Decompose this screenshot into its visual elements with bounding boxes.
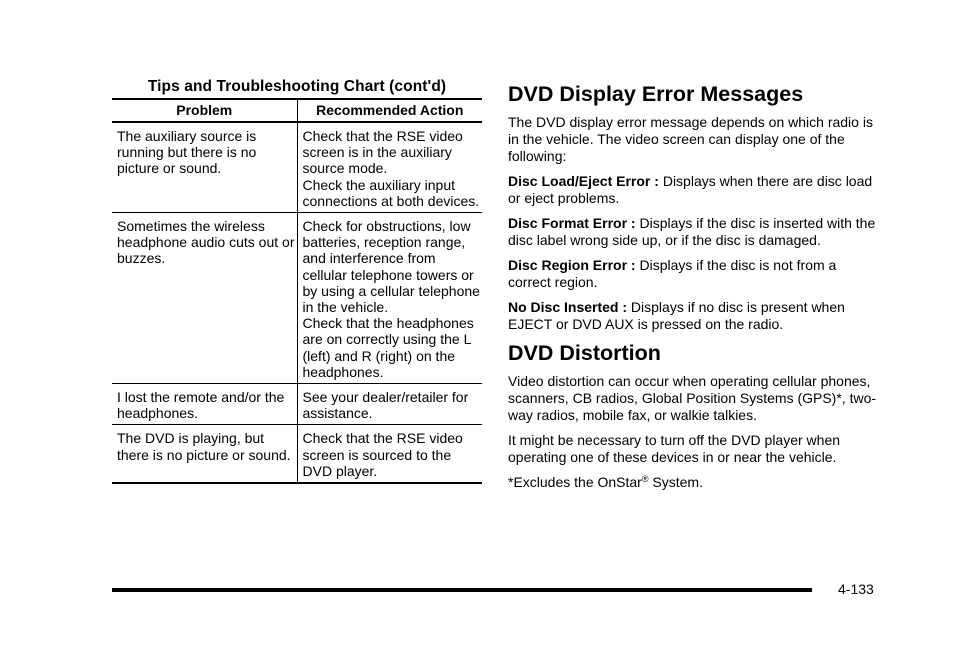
table-row xyxy=(112,122,482,213)
action-cell xyxy=(297,122,482,213)
registered-mark: ® xyxy=(641,474,649,484)
error-term: Disc Region Error : xyxy=(508,257,636,273)
section-heading-dvd-distortion: DVD Distortion xyxy=(508,341,661,365)
action-text: Check that the RSE video screen is in the auxiliary source mode. xyxy=(302,128,463,177)
intro-paragraph: The DVD display error message depends on which radio is in the vehicle. The video screen can display one of the following: xyxy=(508,114,873,164)
error-term: No Disc Inserted : xyxy=(508,299,628,315)
problem-text: The DVD is playing, but there is no picture or sound. xyxy=(117,430,291,463)
error-description: Displays if the disc is not from a correct region. xyxy=(508,257,837,290)
column-header-problem: Problem xyxy=(112,99,297,122)
distortion-paragraph: Video distortion can occur when operating cellular phones, scanners, CB radios, Global Position Systems (GPS)*, two-way radios, mobile fax, or walkie talkies. xyxy=(508,373,877,423)
action-text: Check that the headphones are on correctly using the L (left) and R (right) on the headphones. xyxy=(302,315,474,380)
error-item-no-disc-inserted xyxy=(508,299,878,333)
page-number: 4-133 xyxy=(838,581,874,597)
problem-cell xyxy=(112,425,297,483)
error-description: Displays if no disc is present when EJECT or DVD AUX is pressed on the radio. xyxy=(508,299,845,332)
distortion-paragraph: It might be necessary to turn off the DVD player when operating one of these devices in or near the vehicle. xyxy=(508,432,841,465)
problem-cell xyxy=(112,122,297,213)
error-item-disc-load-eject xyxy=(508,173,878,207)
action-text: Check for obstructions, low batteries, reception range, and interference from cellular telephone towers or by using a cellular telephone in the vehicle. xyxy=(302,218,480,316)
troubleshooting-chart xyxy=(112,78,482,484)
footnote-text: *Excludes the OnStar xyxy=(508,474,642,490)
troubleshooting-table xyxy=(112,98,482,484)
error-description: Displays if the disc is inserted with the disc label wrong side up, or if the disc is damaged. xyxy=(508,215,876,248)
problem-cell xyxy=(112,213,297,384)
error-item-disc-region xyxy=(508,257,878,291)
problem-text: The auxiliary source is running but there is no picture or sound. xyxy=(117,128,257,177)
table-title: Tips and Troubleshooting Chart (cont'd) xyxy=(147,78,447,95)
section-heading-dvd-display-error-messages: DVD Display Error Messages xyxy=(508,82,804,106)
error-term: Disc Load/Eject Error : xyxy=(508,173,659,189)
action-cell xyxy=(297,425,482,483)
action-text: See your dealer/retailer for assistance. xyxy=(302,389,469,422)
error-description: Displays when there are disc load or eject problems. xyxy=(508,173,873,206)
column-header-recommended-action: Recommended Action xyxy=(297,99,482,122)
footnote xyxy=(508,474,878,491)
table-row xyxy=(112,425,482,483)
problem-cell xyxy=(112,384,297,425)
footer-rule xyxy=(112,588,812,592)
table-row xyxy=(112,213,482,384)
error-item-disc-format xyxy=(508,215,878,249)
problem-text: Sometimes the wireless headphone audio cuts out or buzzes. xyxy=(117,218,295,267)
action-cell xyxy=(297,384,482,425)
table-row xyxy=(112,384,482,425)
problem-text: I lost the remote and/or the headphones. xyxy=(117,389,285,422)
action-text: Check the auxiliary input connections at both devices. xyxy=(302,176,480,209)
action-cell xyxy=(297,213,482,384)
error-term: Disc Format Error : xyxy=(508,215,636,231)
footnote-suffix: System. xyxy=(648,474,703,490)
table-header-row xyxy=(112,99,482,122)
right-column xyxy=(508,82,878,499)
action-text: Check that the RSE video screen is sourced to the DVD player. xyxy=(302,430,463,479)
